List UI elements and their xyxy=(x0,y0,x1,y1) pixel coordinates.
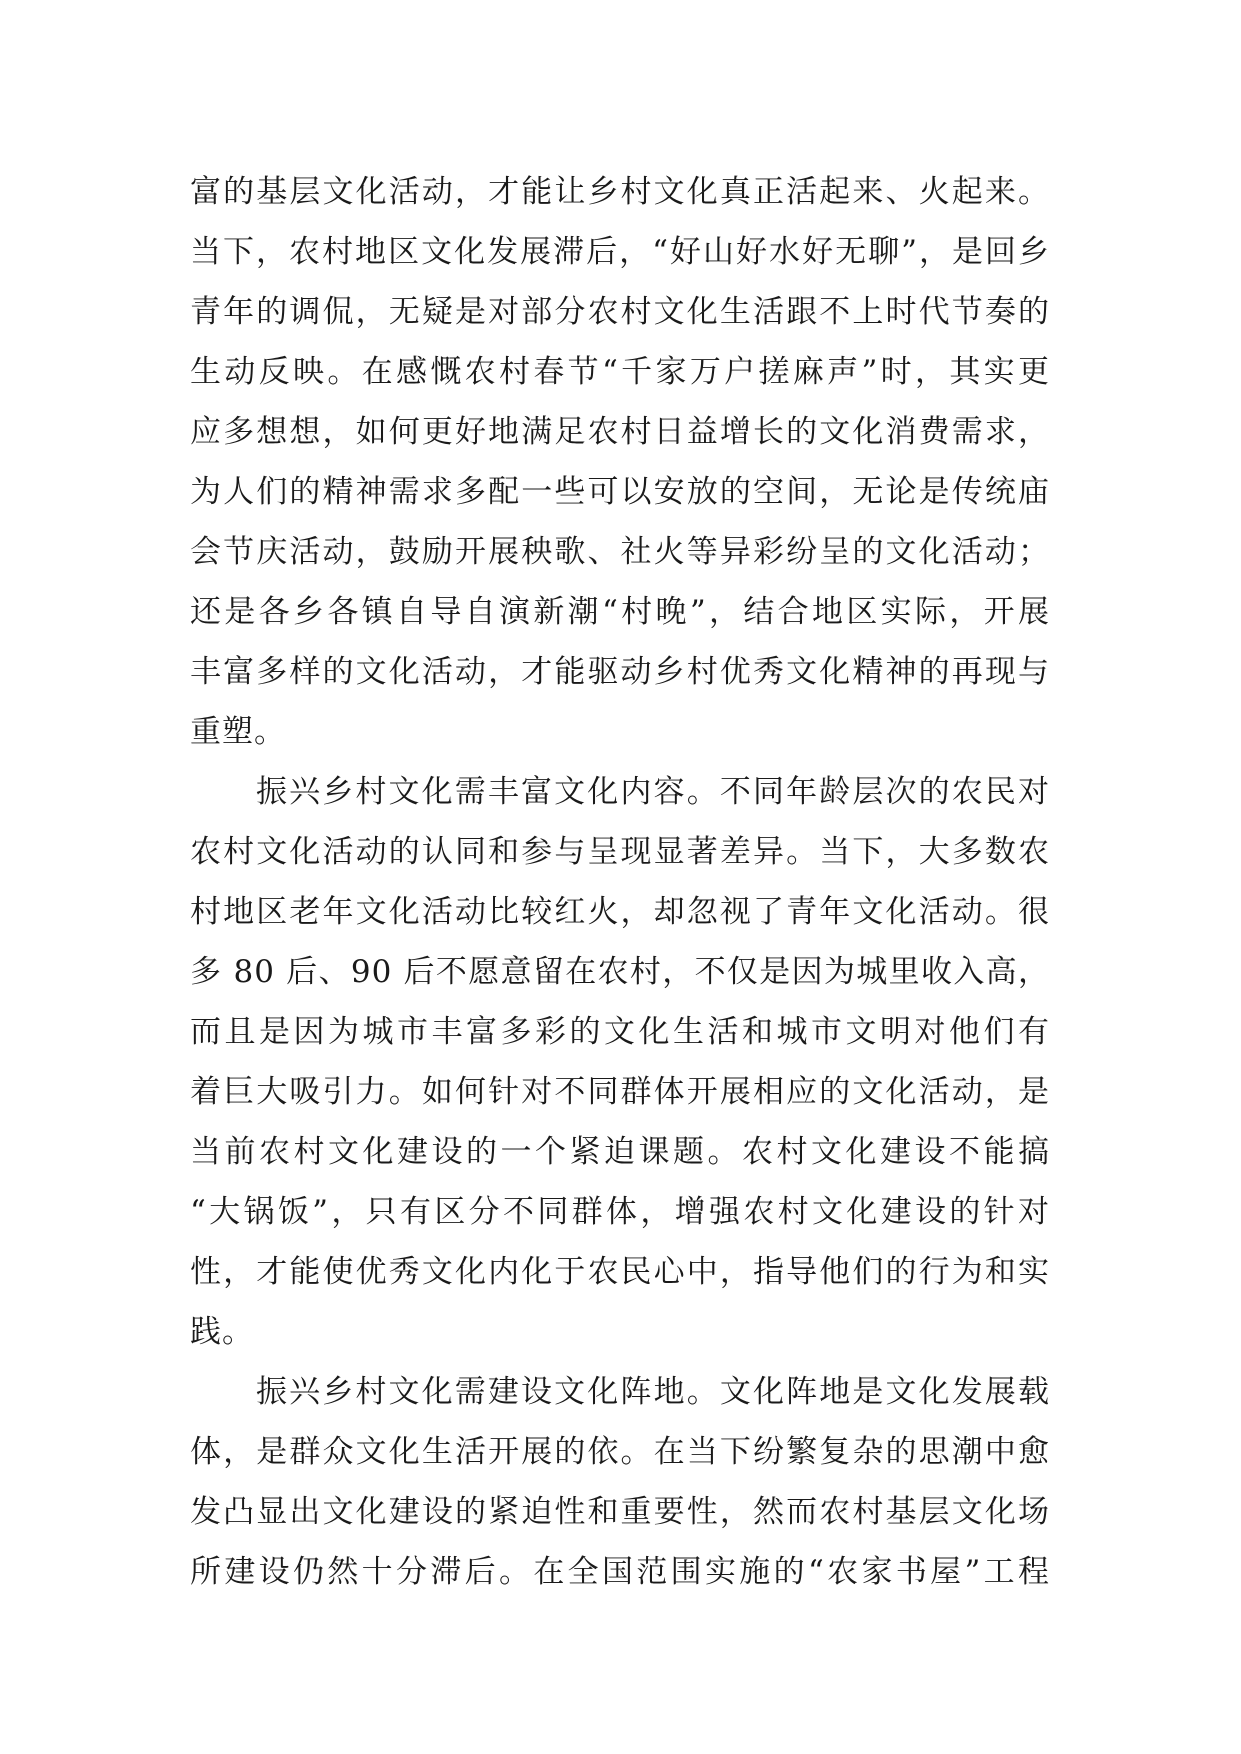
paragraph-1 xyxy=(190,162,1050,762)
text-line: “大锅饭”，只有区分不同群体，增强农村文化建设的针对 xyxy=(190,1194,1050,1230)
text-line: 应多想想，如何更好地满足农村日益增长的文化消费需求， xyxy=(190,414,1050,450)
text-line: 富的基层文化活动，才能让乡村文化真正活起来、火起来。 xyxy=(190,174,1050,210)
text-line: 丰富多样的文化活动，才能驱动乡村优秀文化精神的再现与 xyxy=(190,654,1050,690)
text-line: 青年的调侃，无疑是对部分农村文化生活跟不上时代节奏的 xyxy=(190,294,1050,330)
text-line: 生动反映。在感慨农村春节“千家万户搓麻声”时，其实更 xyxy=(190,354,1050,390)
text-line: 发凸显出文化建设的紧迫性和重要性，然而农村基层文化场 xyxy=(190,1494,1050,1530)
text-line: 体，是群众文化生活开展的依。在当下纷繁复杂的思潮中愈 xyxy=(190,1434,1050,1470)
text-line: 着巨大吸引力。如何针对不同群体开展相应的文化活动，是 xyxy=(190,1074,1050,1110)
text-line: 为人们的精神需求多配一些可以安放的空间，无论是传统庙 xyxy=(190,474,1050,510)
text-line: 村地区老年文化活动比较红火，却忽视了青年文化活动。很 xyxy=(190,894,1050,930)
text-line: 当前农村文化建设的一个紧迫课题。农村文化建设不能搞 xyxy=(190,1134,1050,1170)
paragraph-2 xyxy=(190,762,1050,1362)
text-line: 振兴乡村文化需建设文化阵地。文化阵地是文化发展载 xyxy=(256,1374,1050,1410)
text-line: 振兴乡村文化需丰富文化内容。不同年龄层次的农民对 xyxy=(256,774,1050,810)
text-line: 性，才能使优秀文化内化于农民心中，指导他们的行为和实 xyxy=(190,1254,1050,1290)
text-line: 所建设仍然十分滞后。在全国范围实施的“农家书屋”工程 xyxy=(190,1554,1050,1590)
paragraph-3 xyxy=(190,1362,1050,1602)
document-body xyxy=(190,162,1050,1602)
text-line: 而且是因为城市丰富多彩的文化生活和城市文明对他们有 xyxy=(190,1014,1050,1050)
text-line: 还是各乡各镇自导自演新潮“村晚”，结合地区实际，开展 xyxy=(190,594,1050,630)
text-line: 农村文化活动的认同和参与呈现显著差异。当下，大多数农 xyxy=(190,834,1050,870)
text-line: 当下，农村地区文化发展滞后，“好山好水好无聊”，是回乡 xyxy=(190,234,1050,270)
text-line: 多 80 后、90 后不愿意留在农村，不仅是因为城里收入高， xyxy=(190,954,1050,990)
text-line: 重塑。 xyxy=(190,714,286,750)
text-line: 会节庆活动，鼓励开展秧歌、社火等异彩纷呈的文化活动； xyxy=(190,534,1050,570)
text-line: 践。 xyxy=(190,1314,254,1350)
